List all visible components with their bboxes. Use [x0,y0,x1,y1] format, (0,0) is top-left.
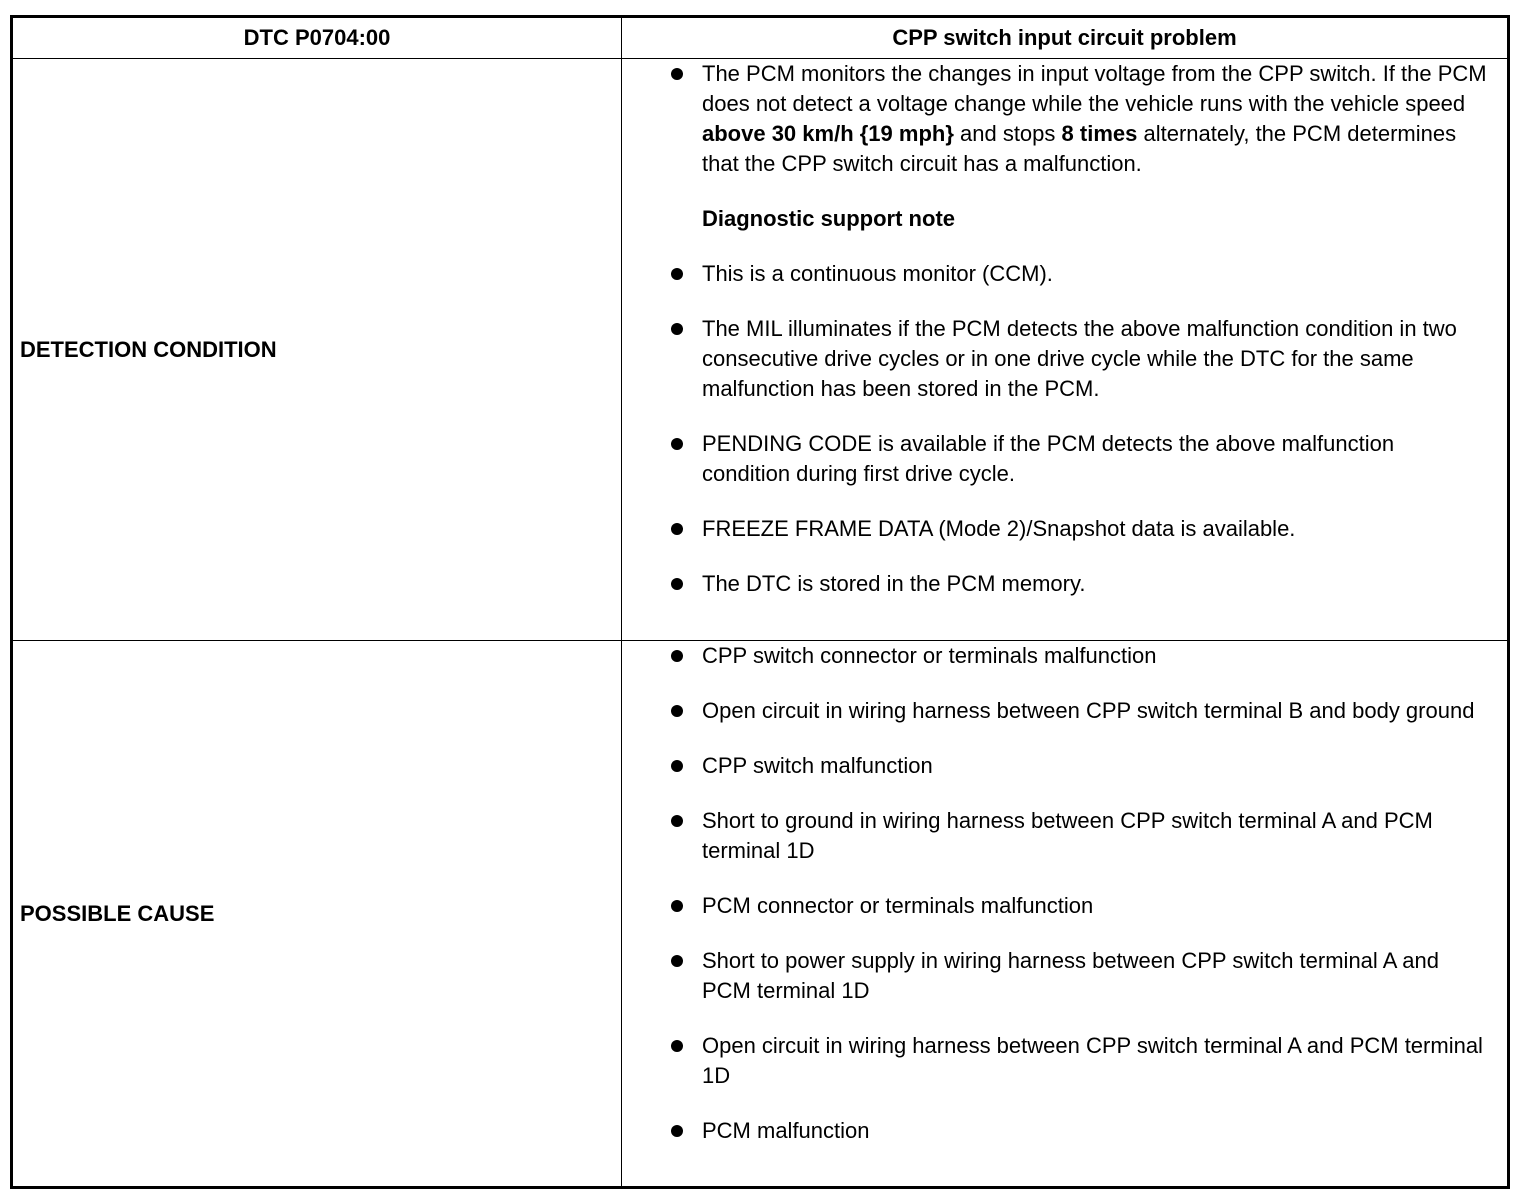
note-text: FREEZE FRAME DATA (Mode 2)/Snapshot data is available. [702,516,1296,541]
diagnostic-support-note-heading: Diagnostic support note [702,206,955,231]
intro-stop-count: 8 times [1061,121,1138,146]
detection-condition-label: DETECTION CONDITION [12,59,622,641]
intro-text: and stops [953,121,1062,146]
detection-row [12,59,1509,641]
bullet-icon [671,955,683,967]
bullet-icon [671,760,683,772]
cause-item [622,641,1507,671]
cause-item [622,696,1507,726]
cause-row [12,641,1509,1188]
cause-text: Short to power supply in wiring harness between CPP switch terminal A and PCM terminal 1D [702,948,1439,1003]
detection-note-item [622,314,1507,404]
bullet-icon [671,268,683,280]
bullet-icon [671,523,683,535]
cause-item [622,1031,1507,1091]
detection-note-item [622,569,1507,599]
bullet-icon [671,705,683,717]
dtc-table [10,15,1510,1189]
detection-note-item [622,514,1507,544]
possible-cause-label: POSSIBLE CAUSE [12,641,622,1188]
detection-note-item [622,259,1507,289]
header-row [12,17,1509,59]
possible-cause-content [622,641,1509,1188]
cause-text: Open circuit in wiring harness between CPP switch terminal A and PCM terminal 1D [702,1033,1483,1088]
note-text: The DTC is stored in the PCM memory. [702,571,1086,596]
cause-item [622,751,1507,781]
detection-note-item [622,429,1507,489]
bullet-icon [671,578,683,590]
detection-condition-content [622,59,1509,641]
bullet-icon [671,68,683,80]
bullet-icon [671,438,683,450]
dtc-code-cell: DTC P0704:00 [12,17,622,59]
cause-text: PCM connector or terminals malfunction [702,893,1094,918]
cause-text: Open circuit in wiring harness between CPP switch terminal B and body ground [702,698,1475,723]
cause-text: PCM malfunction [702,1118,870,1143]
bullet-icon [671,1125,683,1137]
bullet-icon [671,815,683,827]
bullet-icon [671,900,683,912]
bullet-icon [671,650,683,662]
cause-item [622,891,1507,921]
cause-item [622,1116,1507,1146]
detection-list [622,59,1507,599]
dtc-title-cell: CPP switch input circuit problem [622,17,1509,59]
intro-text: The PCM monitors the changes in input voltage from the CPP switch. If the PCM does not detect a voltage change while the vehicle runs with the vehicle speed [702,61,1487,116]
cause-text: Short to ground in wiring harness between CPP switch terminal A and PCM terminal 1D [702,808,1433,863]
cause-item [622,946,1507,1006]
note-text: PENDING CODE is available if the PCM detects the above malfunction condition during first drive cycle. [702,431,1395,486]
detection-intro-item [622,59,1507,179]
note-text: This is a continuous monitor (CCM). [702,261,1053,286]
cause-text: CPP switch connector or terminals malfunction [702,643,1157,668]
intro-text: alternately, the PCM determines that the CPP switch circuit has a malfunction. [702,121,1457,176]
cause-text: CPP switch malfunction [702,753,933,778]
intro-speed-threshold: above 30 km/h {19 mph} [702,121,954,146]
note-text: The MIL illuminates if the PCM detects the above malfunction condition in two consecutive drive cycles or in one drive cycle while the DTC for the same malfunction has been stored in the PCM. [702,316,1457,401]
bullet-icon [671,1040,683,1052]
bullet-icon [671,323,683,335]
cause-list [622,641,1507,1146]
cause-item [622,806,1507,866]
